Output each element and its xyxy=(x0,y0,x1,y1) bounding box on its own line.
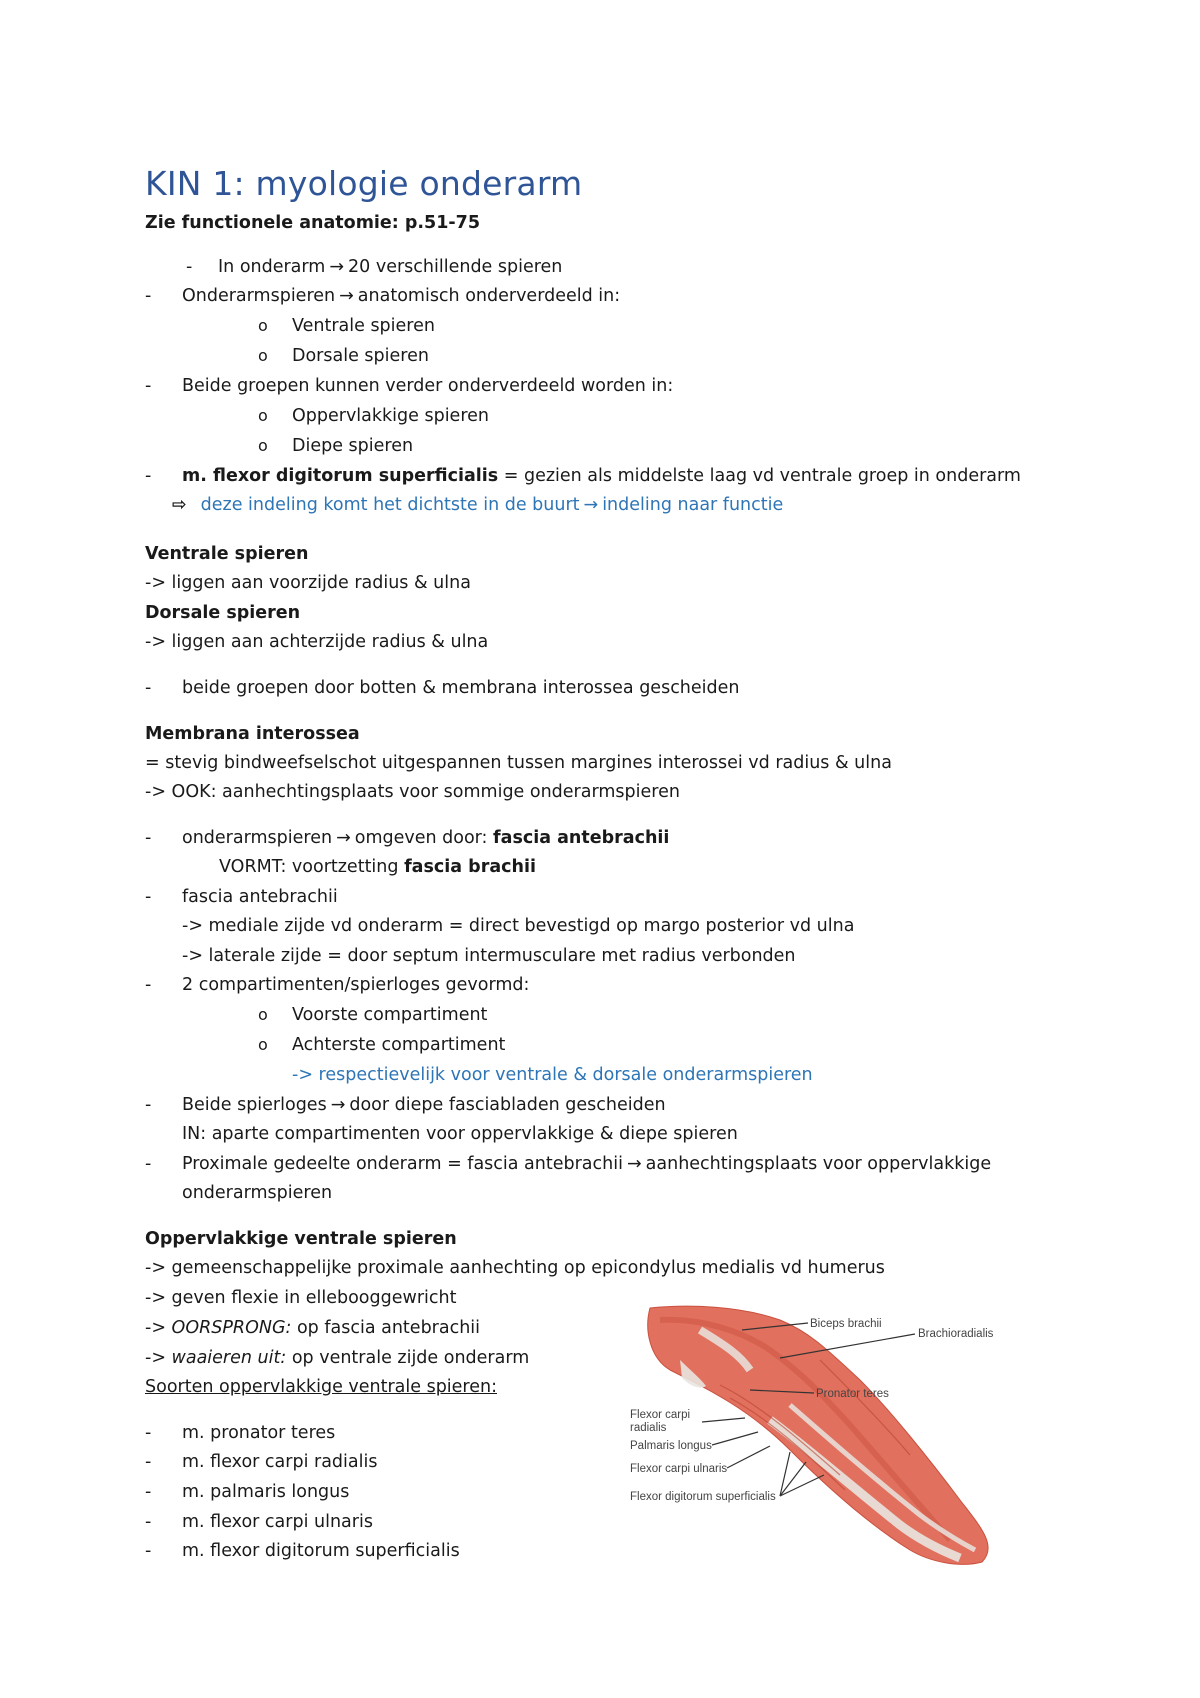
superficial-line: -> OORSPRONG: op fascia antebrachii xyxy=(145,1318,481,1338)
label-brachioradialis: Brachioradialis xyxy=(918,1328,994,1340)
arrow-right-icon: → xyxy=(583,495,599,515)
list-item: 2 compartimenten/spierloges gevormd: xyxy=(182,975,530,995)
label-flexor-carpi-radialis-1: Flexor carpi xyxy=(630,1409,691,1421)
bullet-dash: - xyxy=(145,828,152,848)
arrow-right-icon: → xyxy=(339,286,354,306)
list-item: Proximale gedeelte onderarm = fascia antebrachii → aanhechtingsplaats voor oppervlakkige xyxy=(182,1154,992,1174)
label-palmaris-longus: Palmaris longus xyxy=(630,1440,712,1452)
leader-line xyxy=(780,1475,824,1496)
note-line: ⇨ deze indeling komt het dichtste in de buurt → indeling naar functie xyxy=(172,495,784,515)
superficial-line: -> gemeenschappelijke proximale aanhechting op epicondylus medialis vd humerus xyxy=(145,1258,885,1278)
list-item: -> mediale zijde vd onderarm = direct bevestigd op margo posterior vd ulna xyxy=(182,916,855,936)
muscle-list-heading: Soorten oppervlakkige ventrale spieren: xyxy=(145,1377,497,1397)
section-heading-ventral: Ventrale spieren xyxy=(145,544,309,564)
leader-line xyxy=(712,1432,758,1445)
arrow-right-icon: → xyxy=(329,257,345,277)
superficial-line: -> waaieren uit: op ventrale zijde onderarm xyxy=(145,1348,530,1368)
list-item: Oppervlakkige spieren xyxy=(292,406,489,426)
list-item: fascia antebrachii xyxy=(182,887,338,907)
list-item: In onderarm → 20 verschillende spieren xyxy=(218,257,563,277)
bullet-dash: - xyxy=(145,1095,152,1115)
section-heading-superficial: Oppervlakkige ventrale spieren xyxy=(145,1229,457,1249)
label-flexor-carpi-ulnaris: Flexor carpi ulnaris xyxy=(630,1463,728,1475)
label-pronator-teres: Pronator teres xyxy=(816,1388,889,1400)
bullet-dash: - xyxy=(145,887,152,907)
arrow-right-icon: → xyxy=(330,1095,346,1115)
bullet-dash: - xyxy=(145,1154,152,1174)
bullet-dash: - xyxy=(145,286,152,306)
list-item: IN: aparte compartimenten voor oppervlakkige & diepe spieren xyxy=(182,1124,738,1144)
list-item: -> respectievelijk voor ventrale & dorsale onderarmspieren xyxy=(292,1065,813,1085)
bullet-dash: - xyxy=(145,1541,152,1561)
bullet-dash: - xyxy=(145,466,152,486)
label-biceps-brachii: Biceps brachii xyxy=(810,1318,882,1330)
list-item: m. flexor digitorum superficialis = gezien als middelste laag vd ventrale groep in onderarm xyxy=(182,466,1021,486)
list-item: onderarmspieren → omgeven door: fascia antebrachii xyxy=(182,828,670,848)
muscle-list-item: m. flexor carpi ulnaris xyxy=(182,1512,373,1532)
arrow-right-icon: → xyxy=(336,828,351,848)
list-item: onderarmspieren xyxy=(182,1183,333,1203)
label-flexor-digitorum-superficialis: Flexor digitorum superficialis xyxy=(630,1491,776,1503)
list-item: Ventrale spieren xyxy=(292,316,435,336)
membrana-line: = stevig bindweefselschot uitgespannen tussen margines interossei vd radius & ulna xyxy=(145,753,892,773)
list-item: beide groepen door botten & membrana interossea gescheiden xyxy=(182,678,740,698)
muscle-list-item: m. pronator teres xyxy=(182,1423,336,1443)
subtitle: Zie functionele anatomie: p.51-75 xyxy=(145,213,481,233)
bullet-dash: - xyxy=(145,1512,152,1532)
leader-line xyxy=(702,1418,745,1422)
bullet-circle: o xyxy=(258,316,268,335)
superficial-line: -> geven flexie in ellebooggewricht xyxy=(145,1288,457,1308)
list-item: Diepe spieren xyxy=(292,436,414,456)
bullet-circle: o xyxy=(258,406,268,425)
bullet-dash: - xyxy=(145,1423,152,1443)
muscle-list-item: m. flexor carpi radialis xyxy=(182,1452,378,1472)
arrow-right-icon: → xyxy=(626,1154,642,1174)
arrow-outline-icon: ⇨ xyxy=(172,495,187,515)
list-item: VORMT: voortzetting fascia brachii xyxy=(219,857,536,877)
bullet-dash: - xyxy=(145,1452,152,1472)
muscle-list-item: m. palmaris longus xyxy=(182,1482,350,1502)
ventral-text: -> liggen aan voorzijde radius & ulna xyxy=(145,573,471,593)
list-item: Achterste compartiment xyxy=(292,1035,506,1055)
leader-line xyxy=(727,1446,770,1468)
forearm-muscles-figure xyxy=(630,1300,1020,1570)
section-heading-membrana: Membrana interossea xyxy=(145,724,360,744)
bullet-dash: - xyxy=(145,678,152,698)
list-item: Onderarmspieren → anatomisch onderverdeeld in: xyxy=(182,286,621,306)
page-title: KIN 1: myologie onderarm xyxy=(145,164,583,203)
list-item: -> laterale zijde = door septum intermusculare met radius verbonden xyxy=(182,946,796,966)
bullet-dash: - xyxy=(145,975,152,995)
list-item: Beide groepen kunnen verder onderverdeeld worden in: xyxy=(182,376,674,396)
bullet-circle: o xyxy=(258,1005,268,1024)
dorsal-text: -> liggen aan achterzijde radius & ulna xyxy=(145,632,489,652)
label-flexor-carpi-radialis-2: radialis xyxy=(630,1422,667,1434)
muscle-list-item: m. flexor digitorum superficialis xyxy=(182,1541,460,1561)
list-item: Beide spierloges → door diepe fasciabladen gescheiden xyxy=(182,1095,666,1115)
bullet-dash: - xyxy=(186,257,193,277)
list-item: Dorsale spieren xyxy=(292,346,429,366)
membrana-line: -> OOK: aanhechtingsplaats voor sommige onderarmspieren xyxy=(145,782,680,802)
bullet-dash: - xyxy=(145,1482,152,1502)
bullet-circle: o xyxy=(258,346,268,365)
list-item: Voorste compartiment xyxy=(292,1005,488,1025)
bullet-circle: o xyxy=(258,1035,268,1054)
bullet-circle: o xyxy=(258,436,268,455)
section-heading-dorsal: Dorsale spieren xyxy=(145,603,301,623)
bullet-dash: - xyxy=(145,376,152,396)
